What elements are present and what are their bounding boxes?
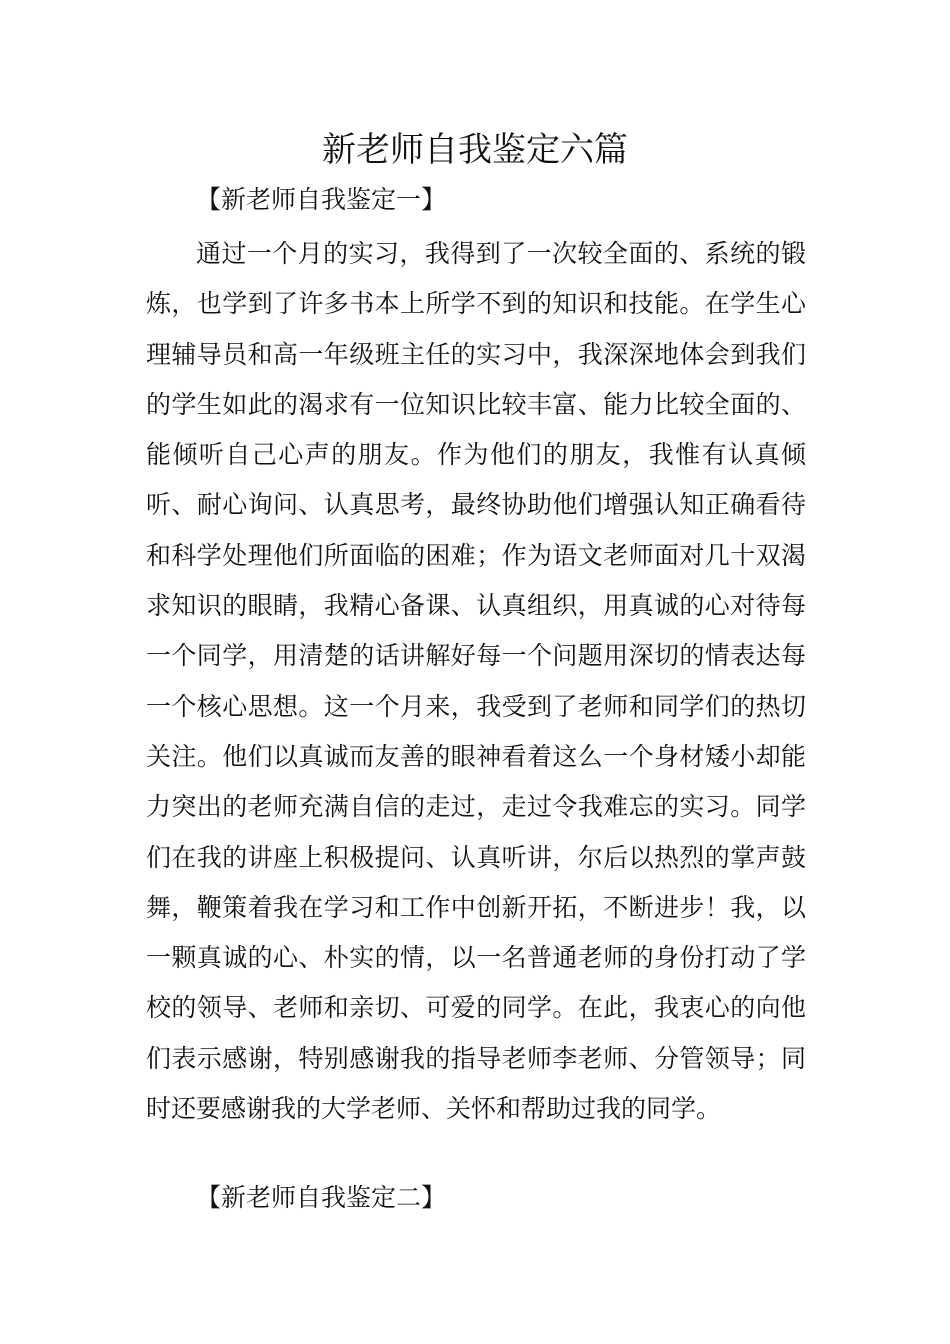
section-heading-2: 【新老师自我鉴定二】 bbox=[196, 1183, 447, 1212]
document-title: 新老师自我鉴定六篇 bbox=[322, 130, 628, 170]
section-heading-1: 【新老师自我鉴定一】 bbox=[196, 185, 447, 214]
section-body-1: 通过一个月的实习，我得到了一次较全面的、系统的锻炼，也学到了许多书本上所学不到的知识和技能。在学生心理辅导员和高一年级班主任的实习中，我深深地体会到我们的学生如此的渴求有一位知识比较丰富、能力比较全面的、能倾听自己心声的朋友。作为他们的朋友，我惟有认真倾听、耐心询问、认真思考，最终协助他们增强认知正确看待和科学处理他们所面临的困难；作为语文老师面对几十双渴求知识的眼睛，我精心备课、认真组织，用真诚的心对待每一个同学，用清楚的话讲解好每一个问题用深切的情表达每一个核心思想。这一个月来，我受到了老师和同学们的热切关注。他们以真诚而友善的眼神看着这么一个身材矮小却能力突出的老师充满自信的走过，走过令我难忘的实习。同学们在我的讲座上积极提问、认真听讲，尔后以热烈的掌声鼓舞，鞭策着我在学习和工作中创新开拓，不断进步！我，以一颗真诚的心、朴实的情，以一名普通老师的身份打动了学校的领导、老师和亲切、可爱的同学。在此，我衷心的向他们表示感谢，特别感谢我的指导老师李老师、分管领导；同时还要感谢我的大学老师、关怀和帮助过我的同学。 bbox=[146, 239, 806, 1124]
